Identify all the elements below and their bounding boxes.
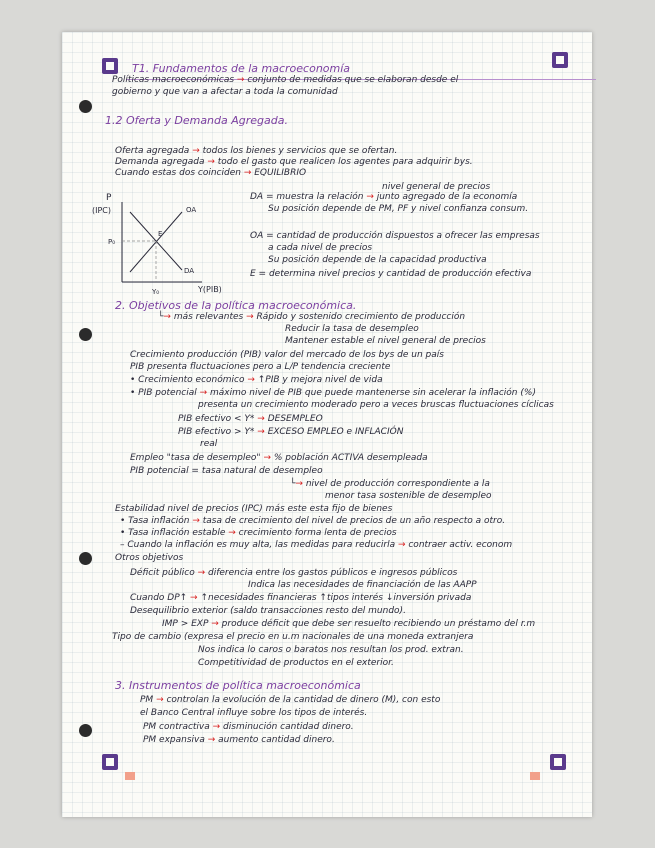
section-heading: 3. Instrumentos de política macroeconómica — [115, 679, 361, 692]
note-line: Desequilibrio exterior (saldo transacciones resto del mundo). — [130, 606, 406, 616]
arrow-icon: → — [192, 146, 200, 156]
note-line: E = determina nivel precios y cantidad de producción efectiva — [250, 269, 532, 279]
note-line: PM contractiva → disminución cantidad dinero. — [143, 722, 354, 732]
note-line: menor tasa sostenible de desempleo — [325, 491, 492, 501]
note-line: • Crecimiento económico → ↑PIB y mejora nivel de vida — [130, 375, 383, 385]
note-line: └→ más relevantes → Rápido y sostenido crecimiento de producción — [158, 312, 466, 322]
arrow-icon: → — [207, 157, 215, 167]
note-line: Políticas macroeconómicas → conjunto de medidas que se elaboran desde el — [112, 75, 459, 85]
arrow-icon: → — [295, 479, 303, 489]
graph-p0-label: P₀ — [108, 238, 116, 246]
note-line: – Cuando la inflación es muy alta, las medidas para reducirla → contraer activ. econom — [120, 540, 513, 550]
arrow-icon: → — [397, 540, 406, 550]
arrow-icon: → — [263, 453, 271, 463]
arrow-icon: → — [211, 619, 219, 629]
arrow-icon: → — [207, 735, 216, 745]
note-line: Empleo "tasa de desempleo" → % población ACTIVA desempleada — [130, 453, 428, 463]
note-line: PM → controlan la evolución de la cantidad de dinero (M), con esto — [140, 695, 441, 705]
arrow-icon: → — [163, 312, 171, 322]
arrow-icon: → — [199, 388, 208, 398]
page-title: T1. Fundamentos de la macroeconomía — [132, 62, 351, 75]
note-line: IMP > EXP → produce déficit que debe ser resuelto recibiendo un préstamo del r.m — [162, 619, 536, 629]
section-heading: 2. Objetivos de la política macroeconómica. — [115, 299, 357, 312]
arrow-icon: → — [192, 516, 200, 526]
note-line: Competitividad de productos en el exterior. — [198, 658, 394, 668]
notebook-page — [62, 32, 592, 817]
note-line: └→ nivel de producción correspondiente a la — [290, 479, 490, 489]
graph-y0-label: Y₀ — [152, 288, 160, 296]
arrow-icon: → — [197, 568, 206, 578]
note-line: Indica las necesidades de financiación de las AAPP — [248, 580, 477, 590]
note-line: PIB potencial = tasa natural de desempleo — [130, 466, 323, 476]
note-line: nivel general de precios — [382, 182, 491, 192]
note-line: Mantener estable el nivel general de precios — [285, 336, 486, 346]
arrow-icon: → — [257, 414, 265, 424]
note-line: Crecimiento producción (PIB) valor del mercado de los bys de un país — [130, 350, 444, 360]
note-line: Estabilidad nivel de precios (IPC) más este esta fijo de bienes — [115, 504, 393, 514]
arrow-icon: → — [243, 168, 252, 178]
note-line: Reducir la tasa de desempleo — [285, 324, 419, 334]
note-line: real — [200, 439, 218, 449]
note-line: Demanda agregada → todo el gasto que realicen los agentes para adquirir bys. — [115, 157, 473, 167]
note-line: Tipo de cambio (expresa el precio en u.m nacionales de una moneda extranjera — [112, 632, 474, 642]
note-line: OA = cantidad de producción dispuestos a ofrecer las empresas — [250, 231, 540, 241]
note-line: Cuando DP↑ → ↑necesidades financieras ↑tipos interés ↓inversión privada — [130, 593, 472, 603]
graph-da-label: DA — [184, 267, 195, 275]
note-line: Déficit público → diferencia entre los gastos públicos e ingresos públicos — [130, 568, 458, 578]
note-line: PM expansiva → aumento cantidad dinero. — [143, 735, 335, 745]
note-line: a cada nivel de precios — [268, 243, 373, 253]
arrow-icon: → — [366, 192, 374, 202]
arrow-icon: → — [228, 528, 236, 538]
graph-p-label: P — [106, 193, 112, 203]
note-line: PIB efectivo < Y* → DESEMPLEO — [178, 414, 323, 424]
arrow-icon: → — [236, 75, 245, 85]
note-line: PIB presenta fluctuaciones pero a L/P tendencia creciente — [130, 362, 391, 372]
section-heading: 1.2 Oferta y Demanda Agregada. — [105, 114, 288, 127]
note-line: Otros objetivos — [115, 553, 184, 563]
note-line: Su posición depende de PM, PF y nivel confianza consum. — [268, 204, 529, 214]
note-line: • PIB potencial → máximo nivel de PIB que puede mantenerse sin acelerar la inflación (%) — [130, 388, 536, 398]
arrow-icon: → — [257, 427, 265, 437]
note-line: PIB efectivo > Y* → EXCESO EMPLEO e INFLACIÓN — [178, 427, 404, 437]
note-line: Su posición depende de la capacidad productiva — [268, 255, 487, 265]
graph-eq-label: E — [158, 230, 163, 238]
note-line: Nos indica lo caros o baratos nos resultan los prod. extran. — [198, 645, 464, 655]
arrow-icon: → — [247, 375, 255, 385]
arrow-icon: → — [246, 312, 254, 322]
arrow-icon: → — [212, 722, 221, 732]
arrow-icon: → — [190, 593, 198, 603]
graph-y-axis-label: (IPC) — [92, 206, 112, 215]
note-line: el Banco Central influye sobre los tipos de interés. — [140, 708, 368, 718]
note-line: presenta un crecimiento moderado pero a veces bruscas fluctuaciones cíclicas — [198, 400, 554, 410]
graph-x-axis-label: Y(PIB) — [198, 285, 222, 294]
note-line: Cuando estas dos coinciden → EQUILIBRIO — [115, 168, 307, 178]
note-line: gobierno y que van a afectar a toda la comunidad — [112, 87, 338, 97]
graph-oa-label: OA — [186, 206, 197, 214]
note-line: • Tasa inflación estable → crecimiento forma lenta de precios — [120, 528, 397, 538]
arrow-icon: → — [156, 695, 164, 705]
note-line: Oferta agregada → todos los bienes y servicios que se ofertan. — [115, 146, 398, 156]
note-line: DA = muestra la relación → junto agregado de la economía — [250, 192, 518, 202]
note-line: • Tasa inflación → tasa de crecimiento del nivel de precios de un año respecto a otro. — [120, 516, 506, 526]
